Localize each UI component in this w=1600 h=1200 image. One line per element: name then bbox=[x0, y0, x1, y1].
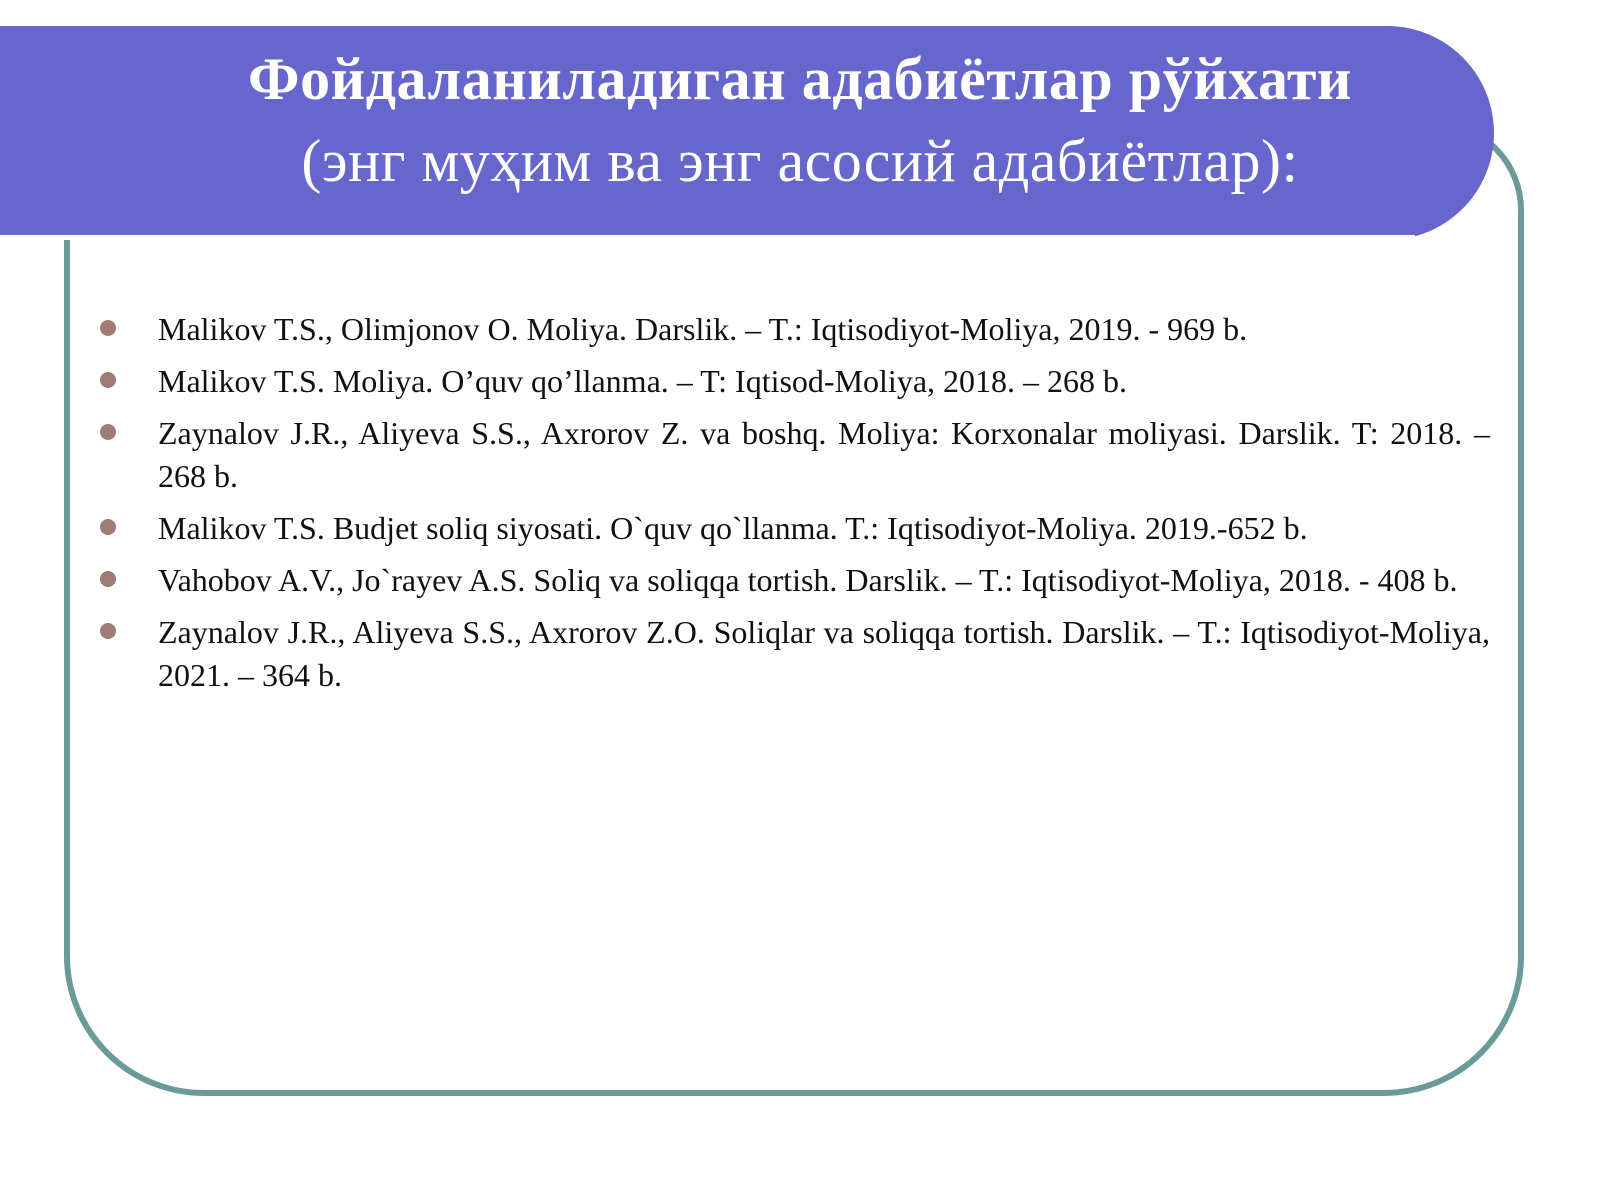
bullet-icon bbox=[100, 424, 116, 440]
list-item bbox=[100, 412, 1490, 498]
list-item bbox=[100, 611, 1490, 697]
list-item bbox=[100, 360, 1490, 403]
reference-text: Malikov T.S. Budjet soliq siyosati. O`quv qo`llanma. T.: Iqtisodiyot-Moliya. 2019.-652 b. bbox=[158, 510, 1308, 546]
reference-list bbox=[100, 308, 1490, 706]
bullet-icon bbox=[100, 571, 116, 587]
reference-text: Zaynalov J.R., Aliyeva S.S., Axrorov Z.O. Soliqlar va soliqqa tortish. Darslik. – T.: Iqtisodiyot-Moliya, 2021. – 364 b. bbox=[158, 614, 1490, 693]
reference-text: Malikov T.S. Moliya. O’quv qo’llanma. – T: Iqtisod-Moliya, 2018. – 268 b. bbox=[158, 363, 1128, 399]
bullet-icon bbox=[100, 320, 116, 336]
reference-text: Vahobov A.V., Jo`rayev A.S. Soliq va soliqqa tortish. Darslik. – T.: Iqtisodiyot-Moliya, 2018. - 408 b. bbox=[158, 562, 1458, 598]
slide-title bbox=[0, 38, 1600, 202]
list-item bbox=[100, 308, 1490, 351]
reference-text: Zaynalov J.R., Aliyeva S.S., Axrorov Z. va boshq. Moliya: Korxonalar moliyasi. Darslik. T: 2018. – 268 b. bbox=[158, 415, 1490, 494]
title-line-2: (энг муҳим ва энг асосий адабиётлар): bbox=[301, 128, 1299, 194]
bullet-icon bbox=[100, 623, 116, 639]
bullet-icon bbox=[100, 519, 116, 535]
bullet-icon bbox=[100, 372, 116, 388]
reference-text: Malikov T.S., Olimjonov O. Moliya. Darslik. – T.: Iqtisodiyot-Moliya, 2019. - 969 b. bbox=[158, 311, 1248, 347]
title-line-1: Фойдаланиладиган адабиётлар рўйхати bbox=[248, 46, 1352, 112]
list-item bbox=[100, 559, 1490, 602]
list-item bbox=[100, 507, 1490, 550]
title-underline bbox=[0, 235, 1415, 240]
